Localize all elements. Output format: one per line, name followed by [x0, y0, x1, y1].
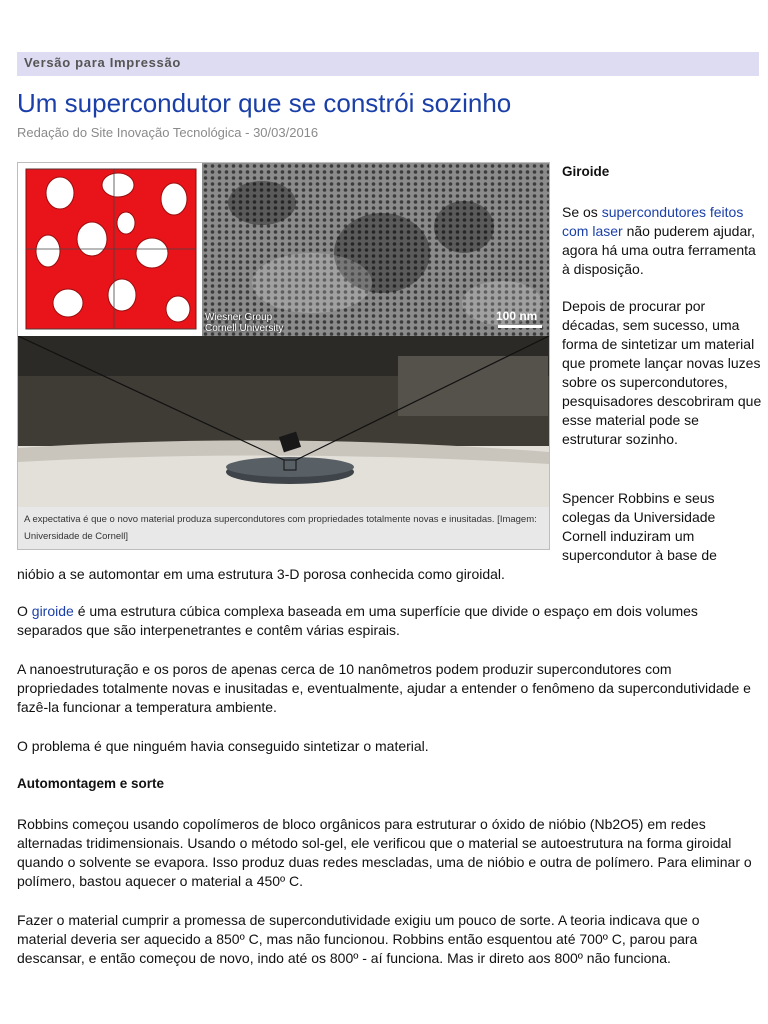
gyroid-model-illustration	[18, 163, 202, 336]
section-heading-giroide: Giroide	[562, 164, 610, 179]
article-figure	[17, 162, 550, 550]
image-credit	[205, 312, 283, 334]
link-giroide[interactable]: giroide	[31, 603, 74, 619]
credit-line-2: Cornell University	[205, 323, 284, 334]
paragraph-search: Depois de procurar por décadas, sem sucesso, uma forma de sintetizar um material que promete lançar novas luzes sobre os supercondutores, pesquisadores descobriram que esse material pode se estruturar sozinho.	[562, 298, 762, 447]
levitation-photo	[18, 336, 549, 507]
article-title: Um supercondutor que se constrói sozinho	[17, 88, 512, 118]
paragraph-luck: Fazer o material cumprir a promessa de supercondutividade exigiu um pouco de sorte. A teoria indicava que o material deveria ser aquecido a 850º C, mas não funcionou. Robbins então esquentou até 700º C, parou para descansar, e então começou de novo, indo até os 800º - aí funciona. Mas ir direto aos 800º não funciona.	[17, 912, 700, 966]
paragraph-problem: O problema é que ninguém havia conseguido sintetizar o material.	[17, 738, 429, 754]
giroide-text-end: é uma estrutura cúbica complexa baseada em uma superfície que divide o espaço em dois volumes separados que são interpenetrantes e contêm várias espirais.	[17, 603, 698, 638]
giroide-text-start: O	[17, 603, 32, 619]
scale-bar	[498, 325, 542, 328]
figure-caption: A expectativa é que o novo material produza supercondutores com propriedades totalmente novas e inusitadas. [Imagem: Universidade de Cornell]	[24, 514, 537, 542]
section-heading-automontagem: Automontagem e sorte	[17, 776, 165, 791]
paragraph-robbins: Spencer Robbins e seus colegas da Universidade Cornell induziram um supercondutor à base de	[562, 490, 717, 563]
paragraph-nanostructuring: A nanoestruturação e os poros de apenas cerca de 10 nanômetros podem produzir supercondutores com propriedades totalmente novas e inusitadas e, eventualmente, ajudar a entender o fenômeno da supercondutividade e fazê-la funcionar a temperatura ambiente.	[17, 661, 751, 715]
scale-label: 100 nm	[496, 309, 538, 323]
paragraph-intro	[562, 203, 762, 279]
print-version-bar[interactable]	[17, 52, 759, 76]
paragraph-method: Robbins começou usando copolímeros de bloco orgânicos para estruturar o óxido de nióbio (Nb2O5) em redes alternadas tridimensionais. Usando o método sol-gel, ele verificou que o material se autoestrutura na forma giroidal quando o solvente se evapora. Isso produz duas redes mescladas, uma de nióbio e outra de polímero. Para eliminar o polímero, bastou aquecer o material a 450º C.	[17, 816, 752, 889]
figure-image	[18, 163, 549, 507]
paragraph-giroide	[17, 602, 753, 640]
intro-text-end: não puderem ajudar, agora há uma outra ferramenta à disposição.	[562, 223, 756, 277]
credit-line-1: Wiesner Group	[205, 312, 273, 323]
intro-text-start: Se os	[562, 204, 602, 220]
paragraph-robbins-continuation: nióbio a se automontar em uma estrutura 3-D porosa conhecida como giroidal.	[17, 566, 505, 582]
link-supercondutores-laser[interactable]: supercondutores feitos com laser	[562, 204, 744, 239]
print-version-label[interactable]: Versão para Impressão	[24, 55, 182, 70]
article-byline: Redação do Site Inovação Tecnológica - 30/03/2016	[17, 125, 319, 140]
